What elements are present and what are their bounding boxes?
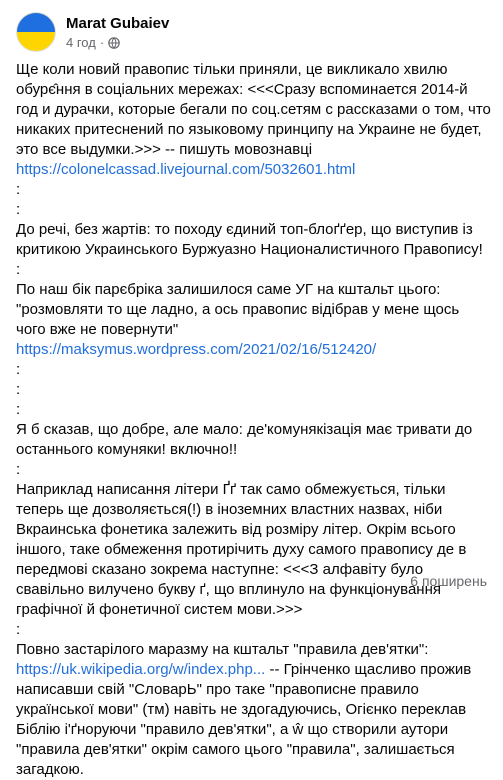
paragraph-text-after-link: -- Грінченко щасливо прожив написавши свій "СловарЬ" про таке "правописне правило української мови" (тм) навіть не здогадуючись, Огієнко переклав Біблію і'ґноруючи "правило дев'ятки", а ŵ що створили аутори "правила дев'ятки" окрім самого цього "правила", залишається загадкою. (16, 661, 472, 778)
post-paragraph (16, 640, 492, 780)
post-paragraph (16, 200, 492, 220)
paragraph-text: Я б сказав, що добре, але мало: де'комунякізація має тривати до останнього комуняки! включно!! (16, 421, 473, 458)
paragraph-text: Повно застарілого маразму на кштальт "правила дев'ятки": (16, 641, 429, 658)
post-paragraph (16, 400, 492, 420)
post-paragraph (16, 360, 492, 380)
post-time[interactable]: 4 год (66, 34, 96, 50)
post-paragraph (16, 180, 492, 200)
separator-dot: · (99, 34, 105, 50)
paragraph-text: До речі, без жартів: то походу єдиний топ-блоґґер, що виступив із критикою Украинського Буржуазно Националистичного Правопису! (16, 221, 483, 258)
post-paragraph (16, 460, 492, 480)
external-link[interactable]: https://colonelcassad.livejournal.com/5032601.html (16, 161, 356, 178)
paragraph-text: : (16, 201, 21, 218)
author-name[interactable]: Marat Gubaiev (66, 14, 170, 32)
shares-count[interactable]: 6 поширень (410, 573, 487, 589)
post-meta (66, 14, 169, 51)
post-paragraph (16, 220, 492, 260)
post-paragraph (16, 260, 492, 280)
paragraph-text: По наш бік парєбріка залишилося саме УГ на кштальт цього: "розмовляти то ще ладно, а ось правопис відібрав у мене щось чого вже не повернути" (16, 281, 460, 338)
globe-icon (108, 36, 120, 48)
paragraph-text: : (16, 621, 21, 638)
avatar[interactable] (16, 12, 56, 52)
post-header (16, 12, 169, 52)
post-paragraph (16, 620, 492, 640)
post-paragraph (16, 380, 492, 400)
paragraph-text: : (16, 181, 21, 198)
external-link[interactable]: https://maksymus.wordpress.com/2021/02/16/512420/ (16, 341, 377, 358)
paragraph-text: : (16, 361, 21, 378)
paragraph-text: Наприклад написання літери Ґґ так само обмежується, тільки теперь ще дозволяється(!) в іноземних властних назвах, ніби Вкраинська фонетика залежить від розміру літер. Окрім всього іншого, таке обмеження протирічить духу самого правопису де в передмові сказано зокрема наступне: <<<З алфавіту було свавільно вилучено букву ґ, що вплинуло на функціонування графічної й фонетичної систем мови.>>> (16, 481, 467, 618)
external-link[interactable]: https://uk.wikipedia.org/w/index.php... (16, 661, 266, 678)
post-paragraph (16, 420, 492, 460)
post-paragraph (16, 60, 492, 180)
paragraph-text: : (16, 261, 21, 278)
paragraph-text: : (16, 401, 21, 418)
post-subline (66, 34, 169, 51)
paragraph-text: : (16, 381, 21, 398)
post-paragraph (16, 480, 492, 620)
post-body (16, 60, 492, 780)
paragraph-text: : (16, 461, 21, 478)
paragraph-text: Ще коли новий правопис тільки приняли, це викликало хвилю обурє̂ння в соціальних мережах: <<<Сразу вспоминается 2014-й год и дурачки, которые бегали по соц.сетям с рассказами о том, что никаких притеснений по языковому принципу на Украине не будет, это все выдумки.>>> -- пишуть мовознавці (16, 61, 491, 158)
post-paragraph (16, 280, 492, 360)
